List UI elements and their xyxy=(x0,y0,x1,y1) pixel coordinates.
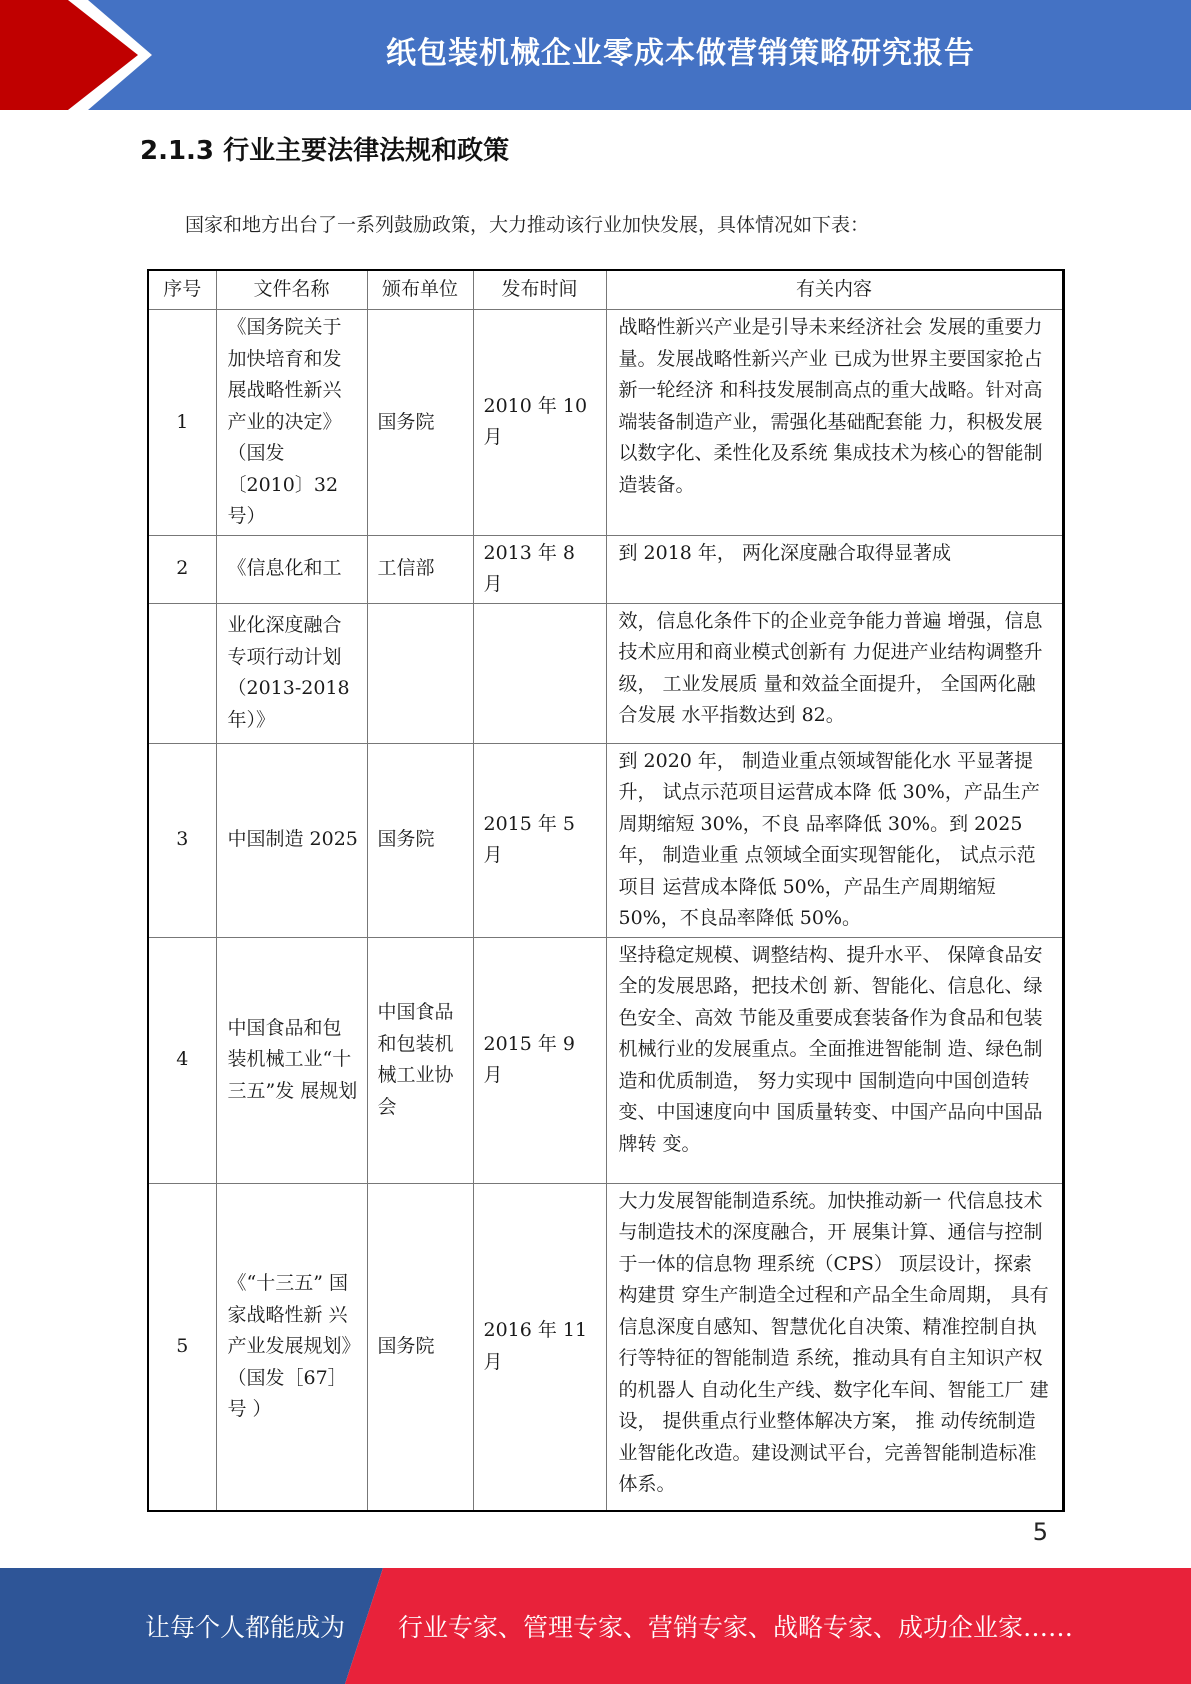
issuing-unit: 国务院 xyxy=(367,310,473,536)
row-number: 1 xyxy=(148,310,216,536)
column-header-unit: 颁布单位 xyxy=(367,270,473,310)
footer-banner xyxy=(0,1568,1191,1684)
row-number: 3 xyxy=(148,743,216,937)
footer-slogan-right: 行业专家、管理专家、营销专家、战略专家、成功企业家…… xyxy=(398,1613,1074,1642)
footer-slogan-left: 让每个人都能成为 xyxy=(145,1613,346,1642)
issuing-unit: 国务院 xyxy=(367,743,473,937)
issuing-unit: 国务院 xyxy=(367,1183,473,1511)
release-date: 2010 年 10 月 xyxy=(473,310,606,536)
related-content: 战略性新兴产业是引导未来经济社会 发展的重要力量。发展战略性新兴产业 已成为世界主要国家抢占新一轮经济 和科技发展制高点的重大战略。针对高 端装备制造产业，需强化基础配套能 力，积极发展以数字化、柔性化及系统 集成技术为核心的智能制造装备。 xyxy=(606,310,1063,536)
report-title: 纸包装机械企业零成本做营销策略研究报告 xyxy=(386,36,975,71)
intro-paragraph: 国家和地方出台了一系列鼓励政策，大力推动该行业加快发展，具体情况如下表： xyxy=(185,214,870,236)
related-content: 到 2020 年， 制造业重点领域智能化水 平显著提升， 试点示范项目运营成本降 低 30%，产品生产周期缩短 30%，不良 品率降低 30%。到 2025 年， 制造业重 点领域全面实现智能化， 试点示范项目 运营成本降低 50%，产品生产周期缩短 50%，不良品率降低 50%。 xyxy=(606,743,1063,937)
column-header-name: 文件名称 xyxy=(216,270,367,310)
related-content: 大力发展智能制造系统。加快推动新一 代信息技术与制造技术的深度融合，开 展集计算、通信与控制于一体的信息物 理系统（CPS） 顶层设计，探索构建贯 穿生产制造全过程和产品全生命周期， 具有信息深度自感知、智慧优化自决策、精准控制自执行等特征的智能制造 系统，推动具有自主知识产权的机器人 自动化生产线、数字化车间、智能工厂 建设， 提供重点行业整体解决方案， 推 动传统制造业智能化改造。建设测试平台，完善智能制造标准体系。 xyxy=(606,1183,1063,1511)
related-content: 到 2018 年， 两化深度融合取得显著成 xyxy=(606,535,1063,603)
document-name: 《国务院关于加快培育和发展战略性新兴产业的决定》（国发〔2010〕32号） xyxy=(216,310,367,536)
related-content: 坚持稳定规模、调整结构、提升水平、 保障食品安全的发展思路，把技术创 新、智能化、信息化、绿色安全、高效 节能及重要成套装备作为食品和包装 机械行业的发展重点。全面推进智能制 造、绿色制造和优质制造， 努力实现中 国制造向中国创造转变、中国速度向中 国质量转变、中国产品向中国品牌转 变。 xyxy=(606,937,1063,1183)
related-content: 效，信息化条件下的企业竞争能力普遍 增强，信息技术应用和商业模式创新有 力促进产业结构调整升级， 工业发展质 量和效益全面提升， 全国两化融合发展 水平指数达到 82。 xyxy=(606,603,1063,743)
document-name: 《“十三五” 国家战略性新 兴产业发展规划》（国发［67］号 ） xyxy=(216,1183,367,1511)
column-header-date: 发布时间 xyxy=(473,270,606,310)
release-date: 2013 年 8 月 xyxy=(473,535,606,603)
table-row xyxy=(148,937,1063,1183)
document-name: 业化深度融合专项行动计划（2013-2018年）》 xyxy=(216,603,367,743)
header-arrow-decoration xyxy=(0,0,160,110)
table-row xyxy=(148,535,1063,603)
row-number: 4 xyxy=(148,937,216,1183)
row-number: 5 xyxy=(148,1183,216,1511)
table-row xyxy=(148,603,1063,743)
release-date xyxy=(473,603,606,743)
release-date: 2015 年 9 月 xyxy=(473,937,606,1183)
issuing-unit xyxy=(367,603,473,743)
table-row xyxy=(148,310,1063,536)
policy-table xyxy=(147,269,1065,1512)
table-row xyxy=(148,743,1063,937)
row-number: 2 xyxy=(148,535,216,603)
release-date: 2015 年 5 月 xyxy=(473,743,606,937)
table-header-row xyxy=(148,270,1063,310)
page-number: 5 xyxy=(1032,1518,1048,1546)
document-name: 《信息化和工 xyxy=(216,535,367,603)
column-header-number: 序号 xyxy=(148,270,216,310)
column-header-content: 有关内容 xyxy=(606,270,1063,310)
document-name: 中国制造 2025 xyxy=(216,743,367,937)
document-name: 中国食品和包装机械工业“十三五”发 展规划 xyxy=(216,937,367,1183)
issuing-unit: 中国食品和包装机械工业协会 xyxy=(367,937,473,1183)
row-number xyxy=(148,603,216,743)
section-heading: 2.1.3 行业主要法律法规和政策 xyxy=(140,136,510,166)
table-row xyxy=(148,1183,1063,1511)
release-date: 2016 年 11 月 xyxy=(473,1183,606,1511)
header-banner xyxy=(0,0,1191,110)
issuing-unit: 工信部 xyxy=(367,535,473,603)
